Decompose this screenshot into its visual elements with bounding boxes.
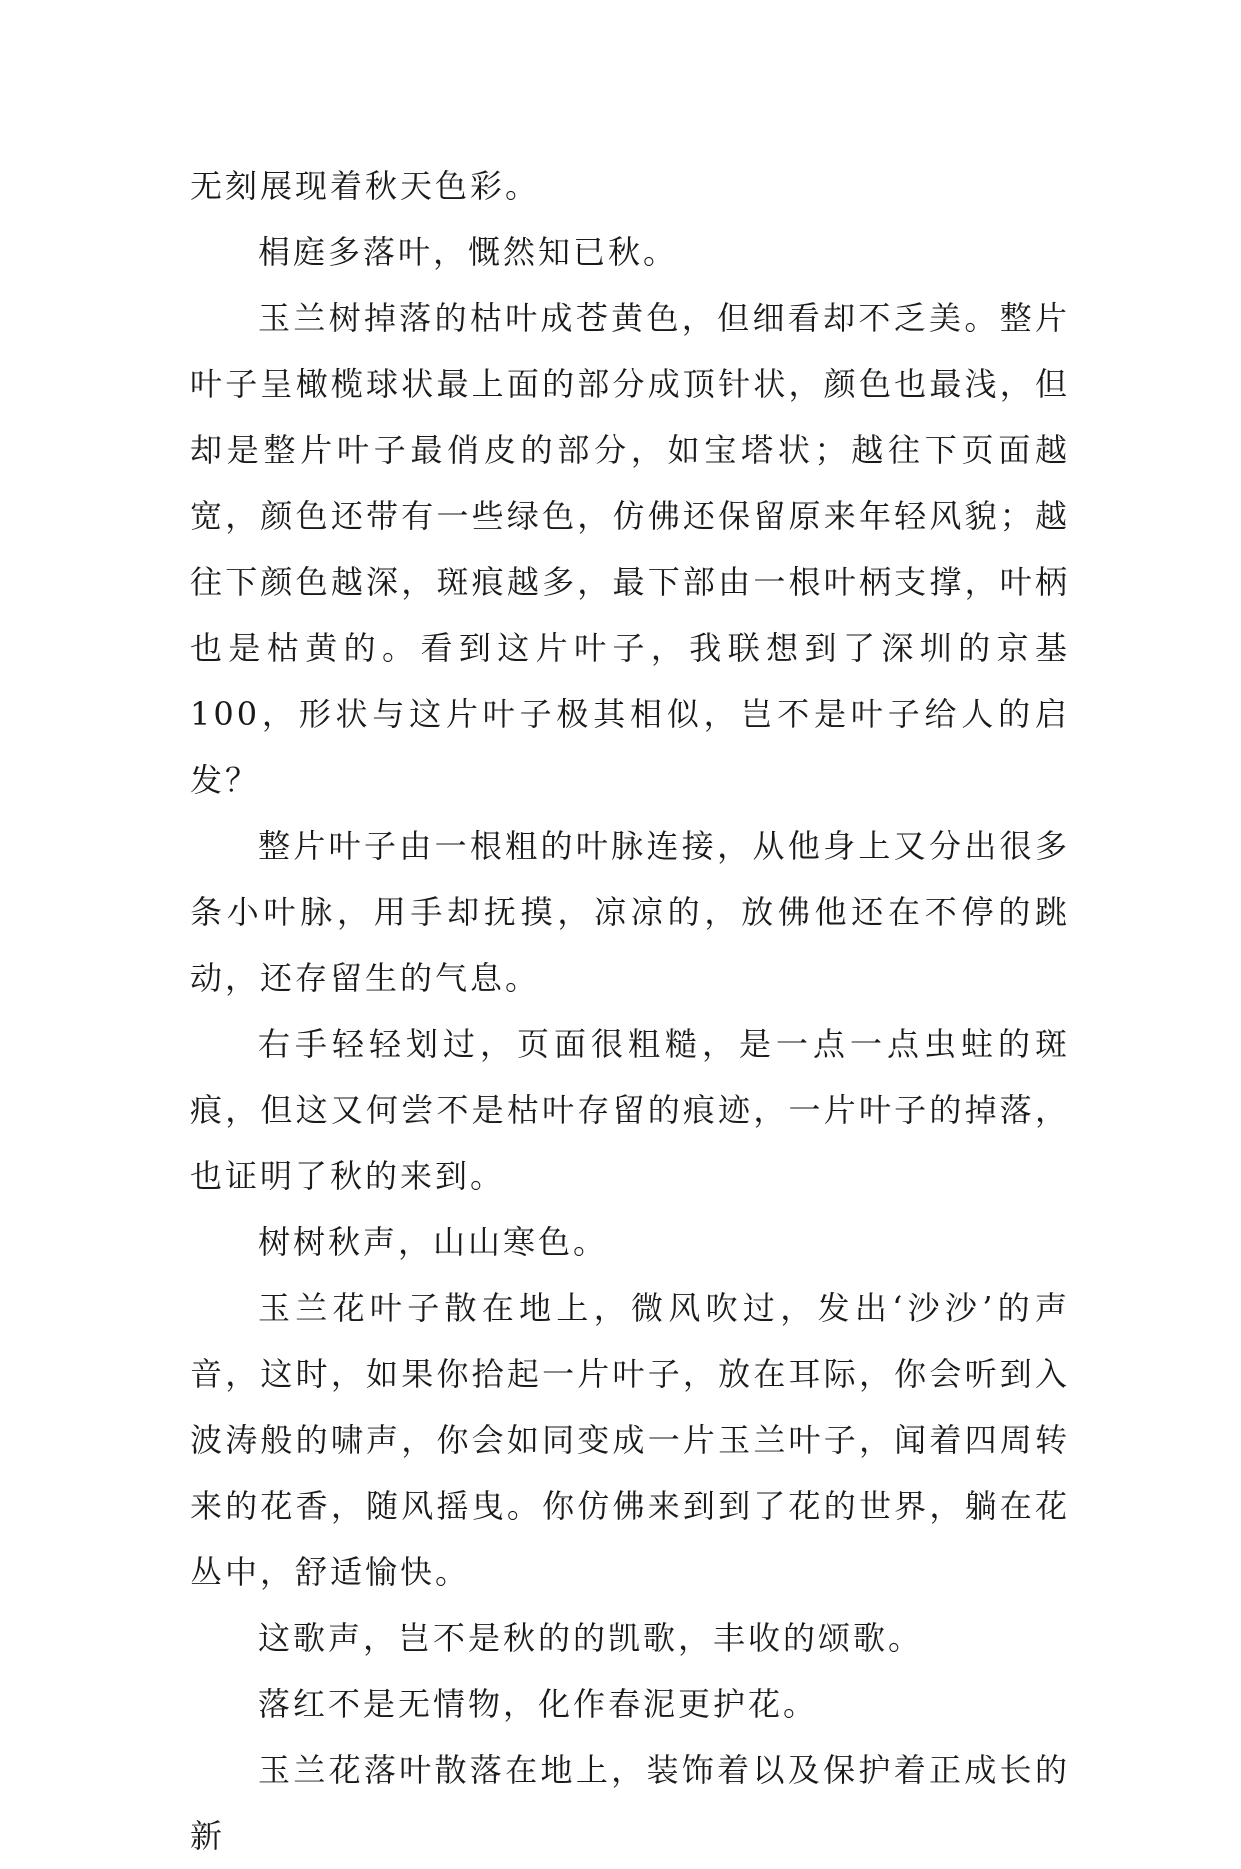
paragraph-6: 树树秋声，山山寒色。 <box>258 1223 609 1261</box>
paragraph-4: 整片叶子由一根粗的叶脉连接，从他身上又分出很多条小叶脉，用手却抚摸，凉凉的，放佛他还在不停的跳动，还存留生的气息。 <box>190 827 1070 997</box>
paragraph-9: 落红不是无情物，化作春泥更护花。 <box>258 1685 819 1723</box>
paragraph-8: 这歌声，岂不是秋的的凯歌，丰收的颂歌。 <box>258 1619 924 1657</box>
paragraph-3: 玉兰树掉落的枯叶成苍黄色，但细看却不乏美。整片叶子呈橄榄球状最上面的部分成顶针状，颜色也最浅，但却是整片叶子最俏皮的部分，如宝塔状；越往下页面越宽，颜色还带有一些绿色，仿佛还保留原来年轻风貌；越往下颜色越深，斑痕越多，最下部由一根叶柄支撑，叶柄也是枯黄的。看到这片叶子，我联想到了深圳的京基100，形状与这片叶子极其相似，岂不是叶子给人的启发？ <box>190 299 1070 799</box>
paragraph-5: 右手轻轻划过，页面很粗糙，是一点一点虫蛀的斑痕，但这又何尝不是枯叶存留的痕迹，一片叶子的掉落，也证明了秋的来到。 <box>190 1025 1070 1195</box>
document-body <box>190 153 1070 1869</box>
paragraph-10: 玉兰花落叶散落在地上，装饰着以及保护着正成长的新 <box>190 1751 1070 1855</box>
paragraph-7: 玉兰花叶子散在地上，微风吹过，发出‘沙沙’的声音，这时，如果你拾起一片叶子，放在耳际，你会听到入波涛般的啸声，你会如同变成一片玉兰叶子，闻着四周转来的花香，随风摇曳。你仿佛来到到了花的世界，躺在花丛中，舒适愉快。 <box>190 1289 1070 1591</box>
paragraph-1: 无刻展现着秋天色彩。 <box>190 167 541 205</box>
paragraph-2: 梋庭多落叶，慨然知已秋。 <box>258 233 679 271</box>
